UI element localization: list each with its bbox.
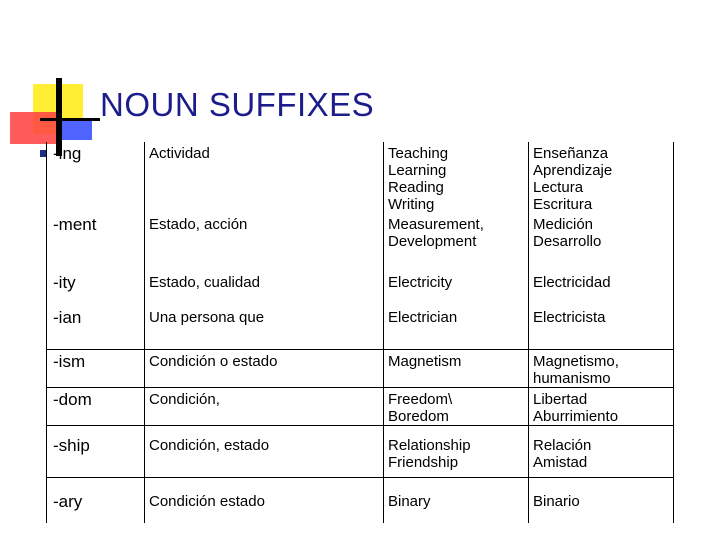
- meaning-cell: Una persona que: [145, 306, 384, 349]
- table-row: [47, 425, 674, 477]
- suffix-cell: -ship: [47, 425, 145, 477]
- english-cell: Measurement, Development: [384, 213, 529, 271]
- english-cell: Relationship Friendship: [384, 425, 529, 477]
- suffix-cell: -ment: [47, 213, 145, 271]
- suffix-cell: -ing: [47, 142, 145, 213]
- table-row: [47, 349, 674, 387]
- decor-red-square: [10, 112, 56, 144]
- spanish-cell: Libertad Aburrimiento: [529, 387, 674, 425]
- spanish-cell: Electricista: [529, 306, 674, 349]
- english-cell: Binary: [384, 477, 529, 523]
- suffix-table: [46, 142, 674, 523]
- meaning-cell: Estado, cualidad: [145, 271, 384, 306]
- table-row: [47, 387, 674, 425]
- table-row: [47, 213, 674, 271]
- meaning-cell: Estado, acción: [145, 213, 384, 271]
- english-cell: Magnetism: [384, 349, 529, 387]
- spanish-cell: Electricidad: [529, 271, 674, 306]
- spanish-cell: Relación Amistad: [529, 425, 674, 477]
- english-cell: Teaching Learning Reading Writing: [384, 142, 529, 213]
- meaning-cell: Actividad: [145, 142, 384, 213]
- suffix-cell: -ary: [47, 477, 145, 523]
- meaning-cell: Condición o estado: [145, 349, 384, 387]
- suffix-cell: -dom: [47, 387, 145, 425]
- spanish-cell: Enseñanza Aprendizaje Lectura Escritura: [529, 142, 674, 213]
- spanish-cell: Medición Desarrollo: [529, 213, 674, 271]
- slide-title: NOUN SUFFIXES: [100, 86, 375, 123]
- table-row: [47, 477, 674, 523]
- table-row: [47, 142, 674, 213]
- table-row: [47, 271, 674, 306]
- english-cell: Electricity: [384, 271, 529, 306]
- spanish-cell: Magnetismo, humanismo: [529, 349, 674, 387]
- meaning-cell: Condición estado: [145, 477, 384, 523]
- english-cell: Freedom\ Boredom: [384, 387, 529, 425]
- suffix-cell: -ity: [47, 271, 145, 306]
- decor-horizontal-line: [40, 118, 100, 121]
- table-row: [47, 306, 674, 349]
- suffix-cell: -ism: [47, 349, 145, 387]
- suffix-cell: -ian: [47, 306, 145, 349]
- meaning-cell: Condición,: [145, 387, 384, 425]
- spanish-cell: Binario: [529, 477, 674, 523]
- english-cell: Electrician: [384, 306, 529, 349]
- meaning-cell: Condición, estado: [145, 425, 384, 477]
